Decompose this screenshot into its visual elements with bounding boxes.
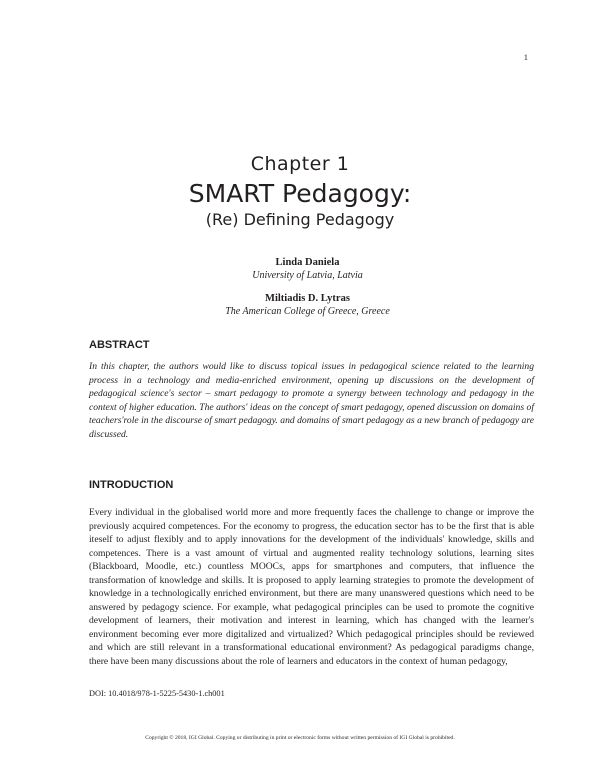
copyright-notice: Copyright © 2018, IGI Global. Copying or distributing in print or electronic forms without written permission of IGI Global is prohibited. xyxy=(145,735,455,741)
abstract-text: In this chapter, the authors would like to discuss topical issues in pedagogical science related to the learning process in a technology and media-enriched environment, opening up discussions on the development of pedagogical science's sector – smart pedagogy to promote a synergy between technology and pedagogy in the context of higher education. The authors' ideas on the concept of smart pedagogy, opened discussion on domains of teachers'role in the discourse of smart pedagogy. and domains of smart pedagogy as a new branch of pedagogy are discussed. xyxy=(89,361,534,440)
chapter-subtitle: (Re) Defining Pedagogy xyxy=(205,210,395,229)
introduction-heading: INTRODUCTION xyxy=(89,479,174,491)
introduction-text: Every individual in the globalised world more and more frequently faces the challenge to change or improve the previously acquired competences. For the economy to progress, the education sector has to be the first that is able iteself to adjust flexibly and to apply innovations for the development of the individuals' knowledge, skills and competences. There is a vast amount of virtual and augmented reality technology solutions, learning sites (Blackboard, Moodle, etc.) countless MOOCs, apps for smartphones and computers, that influence the transformation of knowledge and skills. It is proposed to apply learning strategies to promote the development of knowledge in a technologically enriched environment, but there are many unanswered questions which need to be answered by pedagogy science. For example, what pedagogical principles can be used to promote the cognitive development of learners, their motivation and interest in learning, which has changed with the learner's environment becoming ever more digitalized and virtualized? Which pedagogical principles should be reviewed and which are still relevant in a transformational educational environment? As pedagogical paradigms change, there have been many discussions about the role of learners and educators in the context of human pedagogy, xyxy=(89,507,534,667)
chapter-label: Chapter 1 xyxy=(250,153,350,175)
author-block-2 xyxy=(0,292,600,318)
abstract-heading: ABSTRACT xyxy=(89,339,150,351)
author-name: Miltiadis D. Lytras xyxy=(265,293,350,304)
chapter-title: SMART Pedagogy: xyxy=(188,179,412,208)
author-name: Linda Daniela xyxy=(275,257,340,268)
doi: DOI: 10.4018/978-1-5225-5430-1.ch001 xyxy=(89,689,225,698)
page-number: 1 xyxy=(523,52,528,62)
author-affiliation: The American College of Greece, Greece xyxy=(225,306,390,317)
author-affiliation: University of Latvia, Latvia xyxy=(252,270,363,281)
author-block-1 xyxy=(0,256,600,282)
